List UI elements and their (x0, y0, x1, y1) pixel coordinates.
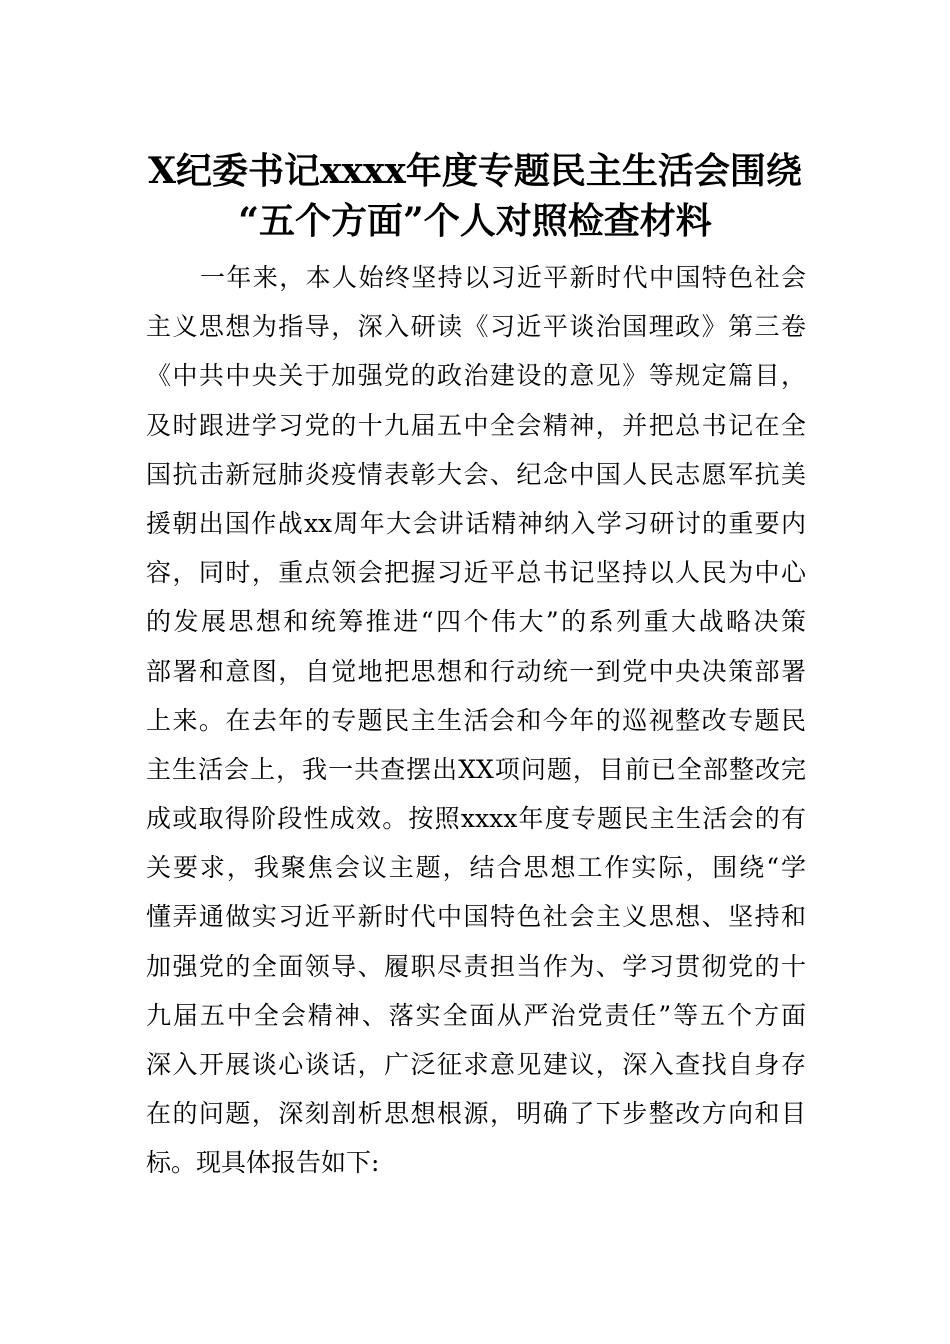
title-line-1: X纪委书记xxxx年度专题民主生活会围绕 (148, 150, 802, 192)
paragraph-line: 上来。在去年的专题民主生活会和今年的巡视整改专题民 (146, 705, 806, 735)
paragraph-line: 一年来，本人始终坚持以习近平新时代中国特色社会 (200, 263, 806, 292)
paragraph-line: 九届五中全会精神、落实全面从严治党责任”等五个方面 (146, 1000, 806, 1030)
paragraph-line: 国抗击新冠肺炎疫情表彰大会、纪念中国人民志愿军抗美 (146, 459, 806, 489)
paragraph-line: 主义思想为指导，深入研读《习近平谈治国理政》第三卷 (146, 312, 806, 342)
paragraph-line: 成或取得阶段性成效。按照xxxx年度专题民主生活会的有 (146, 804, 806, 834)
paragraph-line: 部署和意图，自觉地把思想和行动统一到党中央决策部署 (146, 656, 806, 686)
paragraph-line: 《中共中央关于加强党的政治建设的意见》等规定篇目， (146, 361, 806, 391)
paragraph-line: 懂弄通做实习近平新时代中国特色社会主义思想、坚持和 (146, 902, 806, 932)
paragraph-line: 及时跟进学习党的十九届五中全会精神，并把总书记在全 (146, 410, 806, 440)
paragraph-line: 在的问题，深刻剖析思想根源，明确了下步整改方向和目 (146, 1099, 806, 1129)
document-body-paragraph (146, 253, 806, 1188)
paragraph-line: 容，同时，重点领会把握习近平总书记坚持以人民为中心 (146, 558, 806, 588)
title-line-2: “五个方面”个人对照检查材料 (238, 200, 712, 242)
paragraph-line: 关要求，我聚焦会议主题，结合思想工作实际，围绕“学 (146, 853, 806, 883)
paragraph-line: 深入开展谈心谈话，广泛征求意见建议，深入查找自身存 (146, 1050, 806, 1079)
paragraph-line: 的发展思想和统筹推进“四个伟大”的系列重大战略决策 (146, 607, 806, 637)
paragraph-line: 标。现具体报告如下: (146, 1148, 380, 1178)
paragraph-line: 加强党的全面领导、履职尽责担当作为、学习贯彻党的十 (146, 951, 806, 981)
document-title (120, 146, 830, 246)
paragraph-line: 主生活会上，我一共查摆出XX项问题，目前已全部整改完 (146, 754, 806, 784)
paragraph-line: 援朝出国作战xx周年大会讲话精神纳入学习研讨的重要内 (146, 508, 806, 538)
